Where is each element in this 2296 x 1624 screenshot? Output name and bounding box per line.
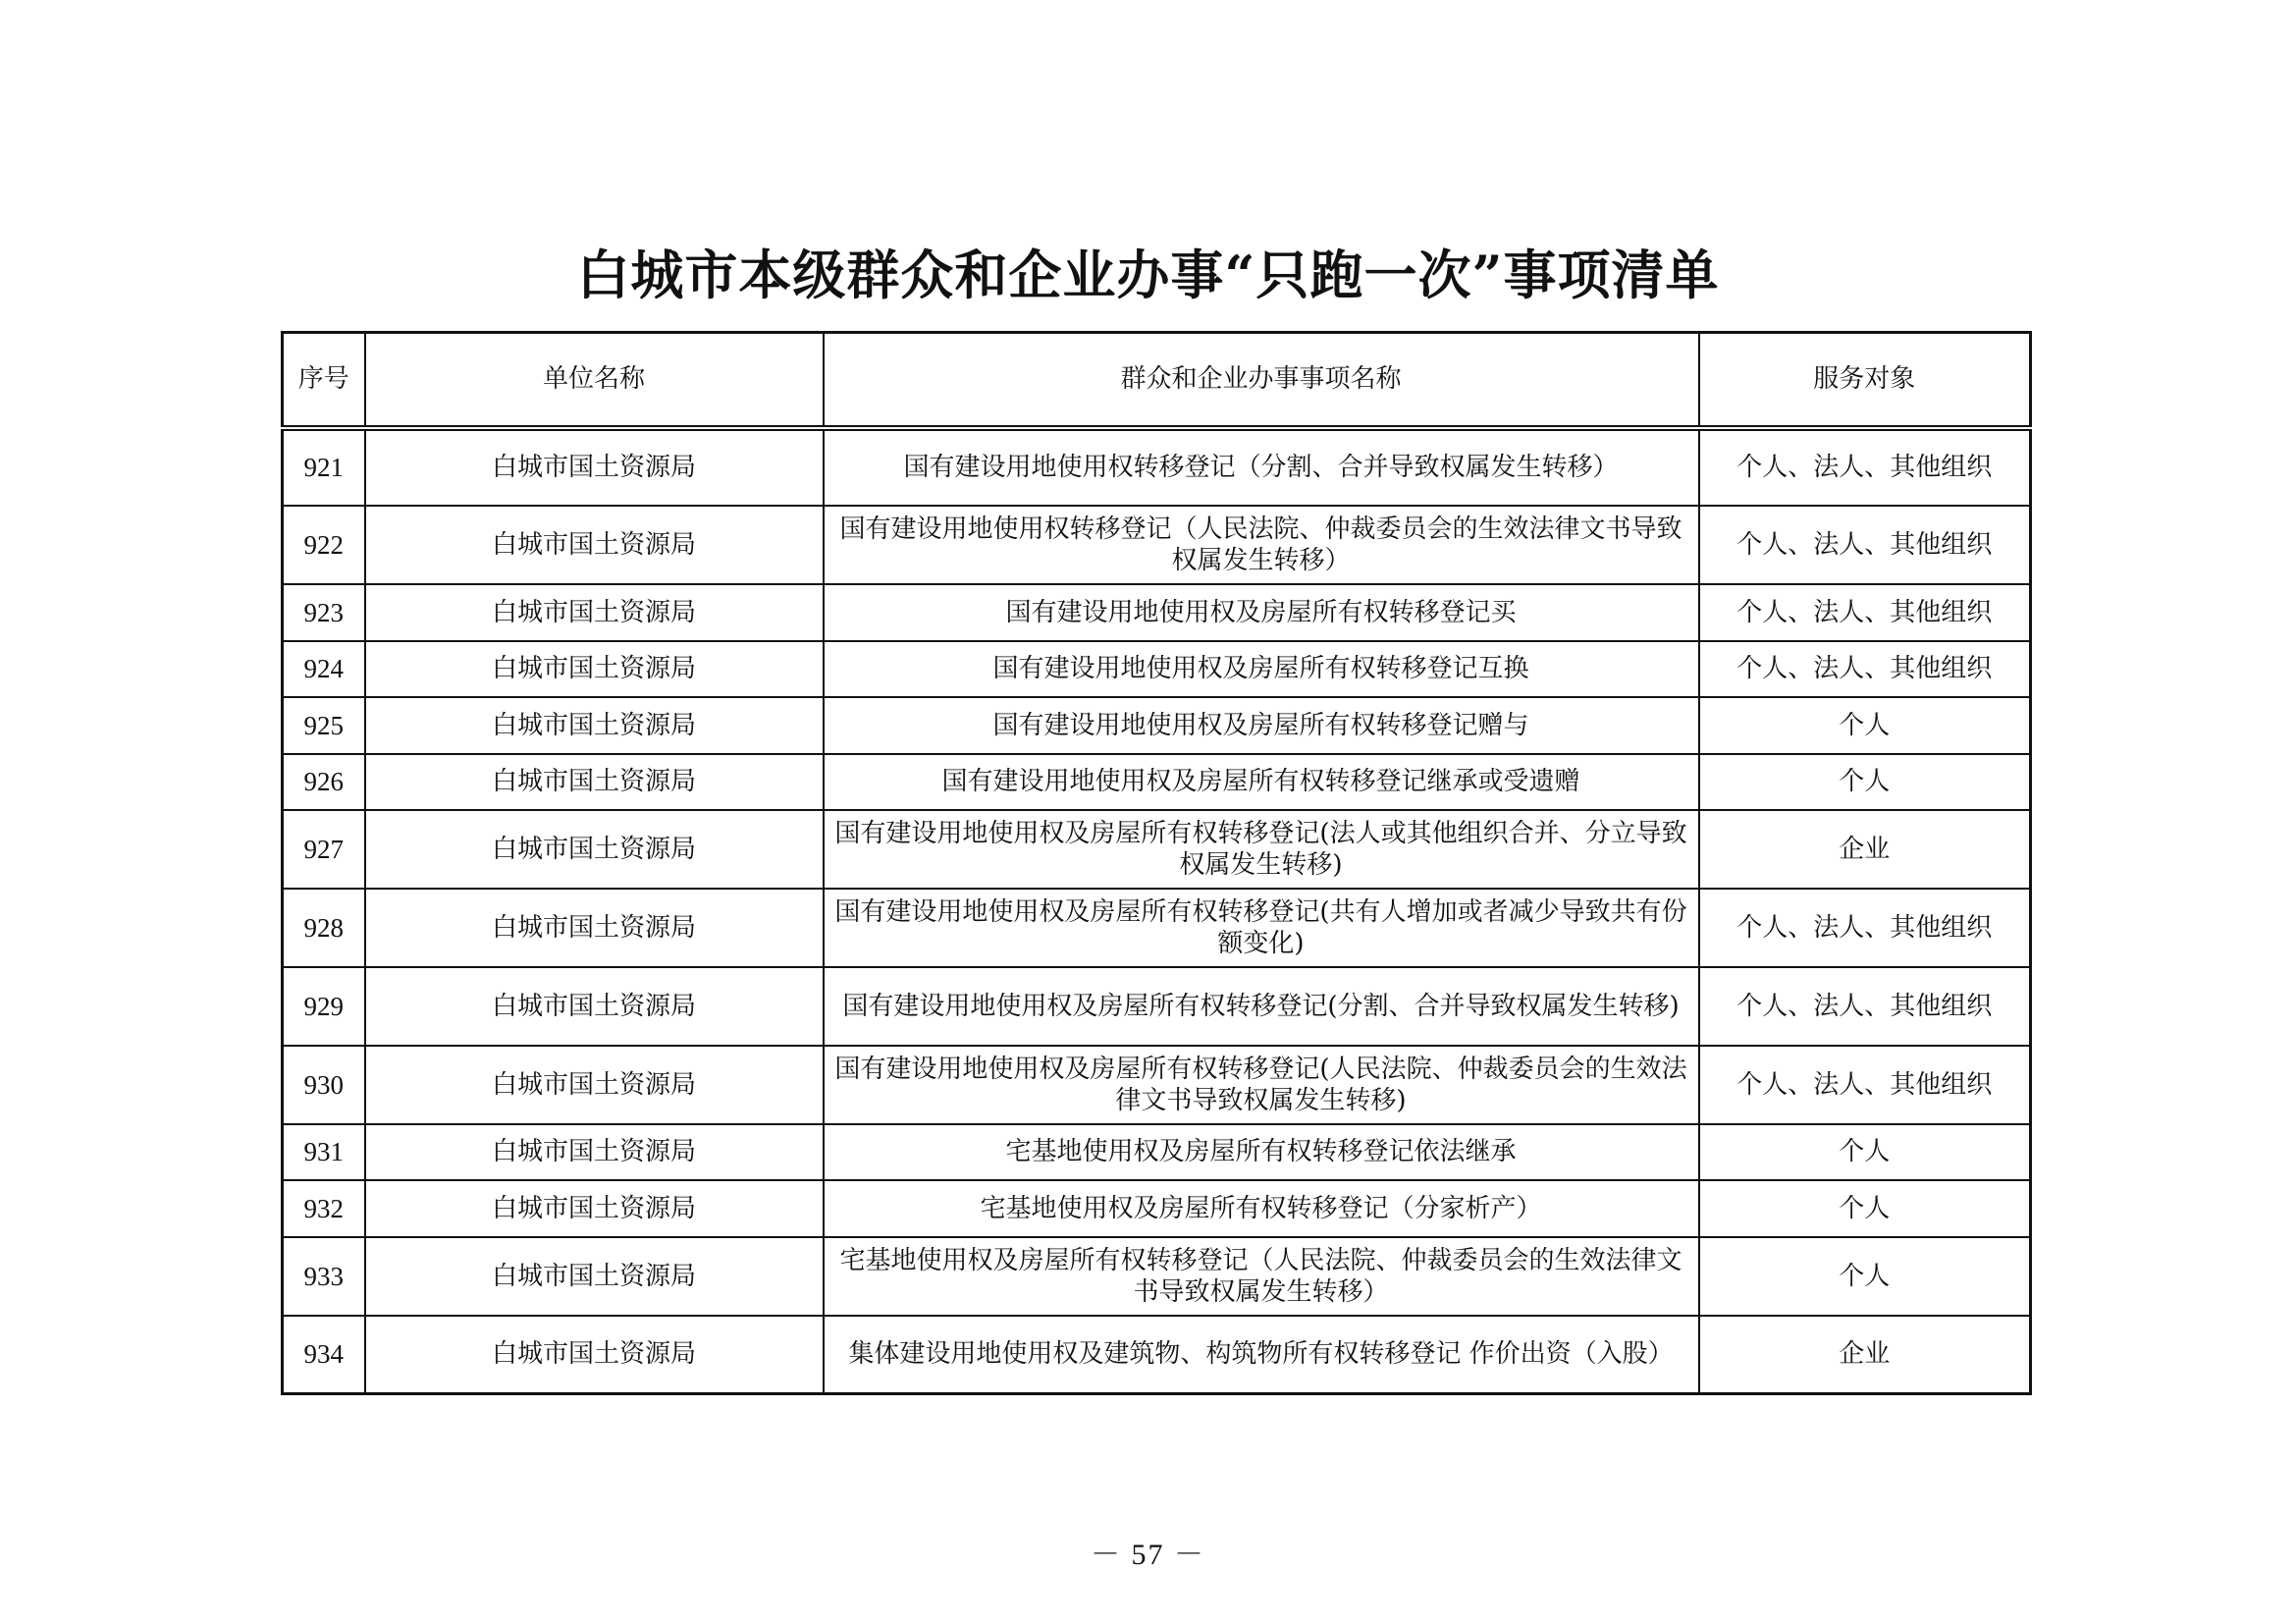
row-unit-name: 白城市国土资源局	[365, 1124, 824, 1180]
table-header-row	[283, 333, 2031, 428]
row-service-target: 个人	[1699, 1124, 2031, 1180]
row-serial-number: 927	[283, 810, 365, 889]
row-matter-name: 国有建设用地使用权及房屋所有权转移登记(法人或其他组织合并、分立导致权属发生转移)	[824, 810, 1699, 889]
row-service-target: 个人、法人、其他组织	[1699, 584, 2031, 641]
table-row	[283, 697, 2031, 754]
row-service-target: 个人、法人、其他组织	[1699, 428, 2031, 506]
row-matter-name: 集体建设用地使用权及建筑物、构筑物所有权转移登记 作价出资（入股）	[824, 1316, 1699, 1394]
row-unit-name: 白城市国土资源局	[365, 810, 824, 889]
row-matter-name: 国有建设用地使用权及房屋所有权转移登记(共有人增加或者减少导致共有份额变化)	[824, 889, 1699, 967]
row-matter-name: 宅基地使用权及房屋所有权转移登记依法继承	[824, 1124, 1699, 1180]
row-service-target: 个人	[1699, 1180, 2031, 1237]
row-unit-name: 白城市国土资源局	[365, 889, 824, 967]
row-matter-name: 宅基地使用权及房屋所有权转移登记（人民法院、仲裁委员会的生效法律文书导致权属发生转移）	[824, 1237, 1699, 1316]
row-matter-name: 国有建设用地使用权及房屋所有权转移登记赠与	[824, 697, 1699, 754]
document-title: 白城市本级群众和企业办事“只跑一次”事项清单	[576, 244, 1720, 306]
row-serial-number: 924	[283, 641, 365, 697]
table-row	[283, 889, 2031, 967]
row-matter-name: 国有建设用地使用权及房屋所有权转移登记(分割、合并导致权属发生转移)	[824, 967, 1699, 1046]
table-row	[283, 1180, 2031, 1237]
row-serial-number: 932	[283, 1180, 365, 1237]
header-matter-name: 群众和企业办事事项名称	[824, 333, 1699, 428]
table-row	[283, 1046, 2031, 1124]
table-row	[283, 967, 2031, 1046]
row-unit-name: 白城市国土资源局	[365, 1316, 824, 1394]
row-unit-name: 白城市国土资源局	[365, 428, 824, 506]
row-matter-name: 国有建设用地使用权及房屋所有权转移登记(人民法院、仲裁委员会的生效法律文书导致权属发生转移)	[824, 1046, 1699, 1124]
row-matter-name: 国有建设用地使用权及房屋所有权转移登记买	[824, 584, 1699, 641]
row-service-target: 个人	[1699, 697, 2031, 754]
table-row	[283, 584, 2031, 641]
row-serial-number: 925	[283, 697, 365, 754]
row-unit-name: 白城市国土资源局	[365, 1180, 824, 1237]
row-serial-number: 923	[283, 584, 365, 641]
row-unit-name: 白城市国土资源局	[365, 1046, 824, 1124]
table-row	[283, 641, 2031, 697]
row-serial-number: 934	[283, 1316, 365, 1394]
row-unit-name: 白城市国土资源局	[365, 754, 824, 810]
row-unit-name: 白城市国土资源局	[365, 641, 824, 697]
row-service-target: 个人、法人、其他组织	[1699, 889, 2031, 967]
table-row	[283, 754, 2031, 810]
header-serial-number: 序号	[283, 333, 365, 428]
row-service-target: 企业	[1699, 810, 2031, 889]
row-matter-name: 国有建设用地使用权及房屋所有权转移登记互换	[824, 641, 1699, 697]
row-serial-number: 926	[283, 754, 365, 810]
row-serial-number: 933	[283, 1237, 365, 1316]
row-serial-number: 929	[283, 967, 365, 1046]
table-row	[283, 428, 2031, 506]
row-matter-name: 国有建设用地使用权转移登记（分割、合并导致权属发生转移）	[824, 428, 1699, 506]
row-service-target: 个人、法人、其他组织	[1699, 506, 2031, 584]
row-serial-number: 928	[283, 889, 365, 967]
row-unit-name: 白城市国土资源局	[365, 584, 824, 641]
header-service-target: 服务对象	[1699, 333, 2031, 428]
row-matter-name: 国有建设用地使用权转移登记（人民法院、仲裁委员会的生效法律文书导致权属发生转移）	[824, 506, 1699, 584]
header-unit-name: 单位名称	[365, 333, 824, 428]
row-unit-name: 白城市国土资源局	[365, 967, 824, 1046]
row-serial-number: 921	[283, 428, 365, 506]
row-matter-name: 宅基地使用权及房屋所有权转移登记（分家析产）	[824, 1180, 1699, 1237]
row-unit-name: 白城市国土资源局	[365, 697, 824, 754]
page-number: － 57 －	[1091, 1539, 1205, 1571]
table-row	[283, 1316, 2031, 1394]
matters-table	[281, 331, 2032, 1395]
row-service-target: 个人、法人、其他组织	[1699, 641, 2031, 697]
table-row	[283, 506, 2031, 584]
table-row	[283, 810, 2031, 889]
row-serial-number: 930	[283, 1046, 365, 1124]
row-unit-name: 白城市国土资源局	[365, 506, 824, 584]
row-service-target: 个人、法人、其他组织	[1699, 1046, 2031, 1124]
row-service-target: 个人、法人、其他组织	[1699, 967, 2031, 1046]
row-service-target: 个人	[1699, 754, 2031, 810]
row-matter-name: 国有建设用地使用权及房屋所有权转移登记继承或受遗赠	[824, 754, 1699, 810]
row-serial-number: 931	[283, 1124, 365, 1180]
row-service-target: 企业	[1699, 1316, 2031, 1394]
row-service-target: 个人	[1699, 1237, 2031, 1316]
row-unit-name: 白城市国土资源局	[365, 1237, 824, 1316]
table-row	[283, 1237, 2031, 1316]
row-serial-number: 922	[283, 506, 365, 584]
table-row	[283, 1124, 2031, 1180]
